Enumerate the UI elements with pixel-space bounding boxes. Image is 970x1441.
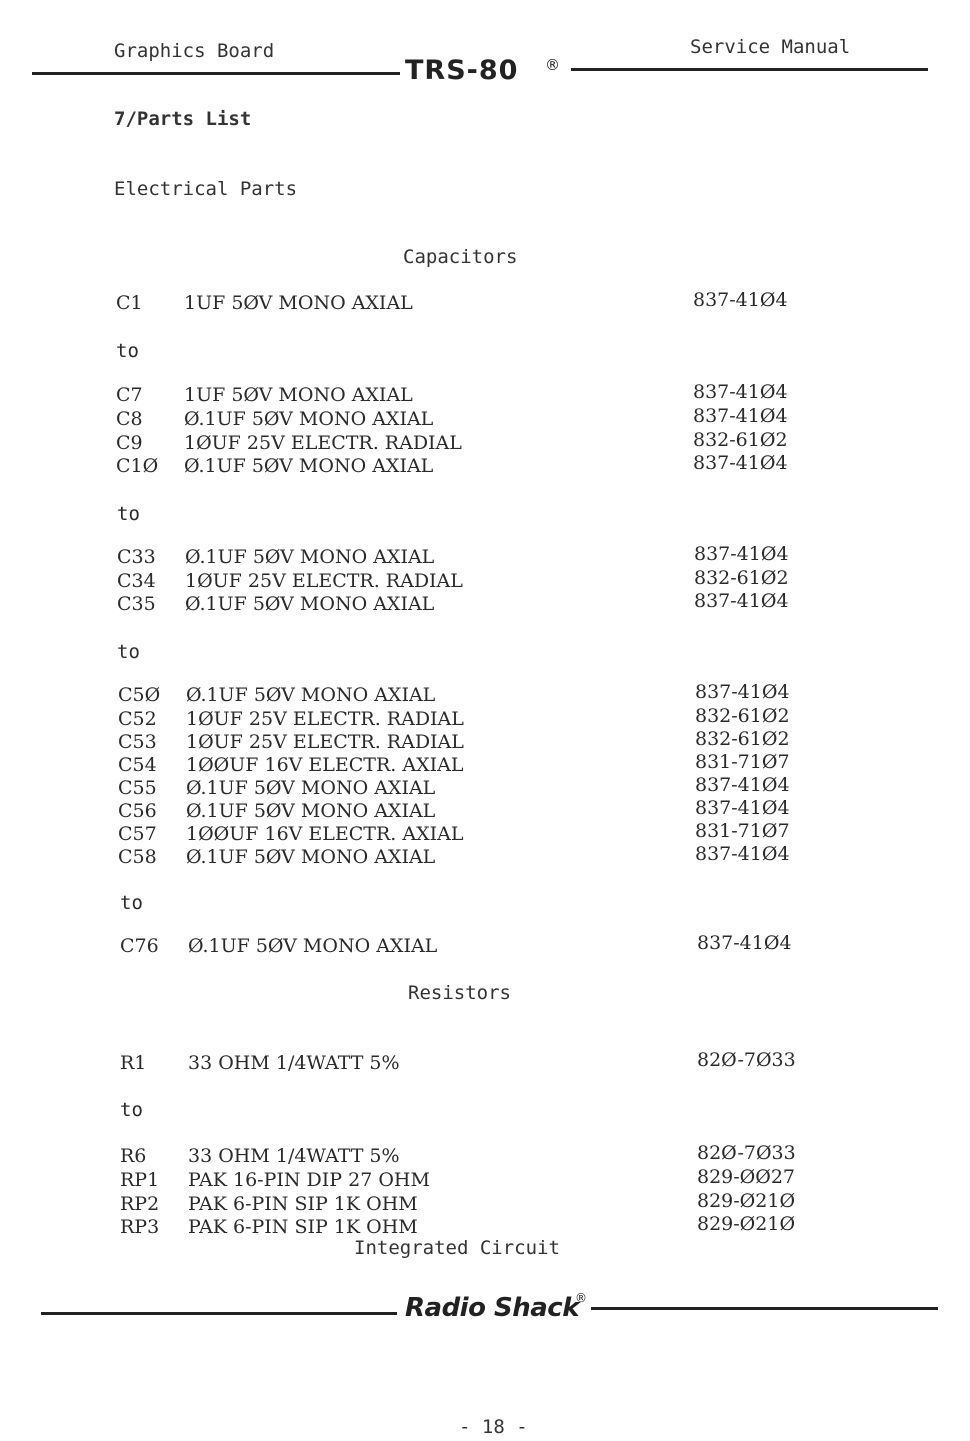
reference-designator: R6 [120, 1145, 147, 1167]
trs80-registered-mark: ® [545, 56, 560, 74]
part-description: 1ØUF 25V ELECTR. RADIAL [186, 708, 464, 730]
range-to-label: to [116, 340, 139, 362]
reference-designator: C55 [118, 777, 157, 799]
header-rule-right [571, 68, 928, 71]
reference-designator: C9 [116, 432, 143, 454]
part-number: 82Ø-7Ø33 [697, 1142, 796, 1164]
reference-designator: C7 [116, 384, 143, 406]
range-to-label: to [117, 503, 140, 525]
reference-designator: C8 [116, 408, 143, 430]
reference-designator: C34 [117, 570, 156, 592]
part-description: Ø.1UF 5ØV MONO AXIAL [185, 593, 435, 615]
part-description: Ø.1UF 5ØV MONO AXIAL [188, 935, 438, 957]
ic-heading: Integrated Circuit [354, 1237, 560, 1259]
part-number: 829-Ø21Ø [697, 1213, 796, 1235]
footer-rule-right [591, 1307, 938, 1310]
part-number: 837-41Ø4 [693, 405, 788, 427]
part-number: 837-41Ø4 [695, 797, 790, 819]
part-description: 1ØUF 25V ELECTR. RADIAL [185, 570, 463, 592]
reference-designator: RP1 [120, 1169, 160, 1191]
header-right: Service Manual [690, 36, 851, 58]
part-description: 1UF 5ØV MONO AXIAL [184, 384, 413, 406]
part-description: Ø.1UF 5ØV MONO AXIAL [186, 684, 436, 706]
range-to-label: to [120, 892, 143, 914]
table-row [0, 289, 970, 316]
part-number: 832-61Ø2 [694, 567, 789, 589]
reference-designator: R1 [120, 1052, 147, 1074]
table-row [0, 1190, 970, 1217]
range-to-label: to [120, 1099, 143, 1121]
capacitors-heading: Capacitors [403, 246, 518, 268]
table-row [0, 567, 970, 594]
header-rule-left [32, 72, 400, 75]
part-description: 1ØØUF 16V ELECTR. AXIAL [186, 823, 464, 845]
part-number: 832-61Ø2 [693, 429, 788, 451]
reference-designator: C53 [118, 731, 157, 753]
table-row [0, 1049, 970, 1076]
part-number: 837-41Ø4 [697, 932, 792, 954]
reference-designator: C52 [118, 708, 157, 730]
reference-designator: C1Ø [116, 455, 159, 477]
range-to-label: to [117, 641, 140, 663]
part-description: PAK 6-PIN SIP 1K OHM [188, 1193, 418, 1215]
reference-designator: C76 [120, 935, 159, 957]
reference-designator: C56 [118, 800, 157, 822]
part-description: Ø.1UF 5ØV MONO AXIAL [186, 800, 436, 822]
subsection-title: Electrical Parts [114, 178, 298, 200]
table-row [0, 705, 970, 732]
part-description: PAK 16-PIN DIP 27 OHM [188, 1169, 430, 1191]
table-row [0, 405, 970, 432]
reference-designator: C35 [117, 593, 156, 615]
part-number: 831-71Ø7 [695, 751, 790, 773]
reference-designator: C58 [118, 846, 157, 868]
part-description: Ø.1UF 5ØV MONO AXIAL [184, 455, 434, 477]
table-row [0, 590, 970, 617]
section-title: 7/Parts List [114, 108, 252, 130]
part-number: 831-71Ø7 [695, 820, 790, 842]
part-number: 837-41Ø4 [694, 590, 789, 612]
table-row [0, 751, 970, 778]
reference-designator: C54 [118, 754, 157, 776]
part-description: 1ØUF 25V ELECTR. RADIAL [184, 432, 462, 454]
part-number: 837-41Ø4 [695, 774, 790, 796]
part-description: Ø.1UF 5ØV MONO AXIAL [186, 777, 436, 799]
table-row [0, 797, 970, 824]
part-number: 837-41Ø4 [694, 543, 789, 565]
table-row [0, 543, 970, 570]
part-number: 837-41Ø4 [695, 681, 790, 703]
part-description: 33 OHM 1/4WATT 5% [188, 1052, 400, 1074]
table-row [0, 728, 970, 755]
table-row [0, 774, 970, 801]
table-row [0, 429, 970, 456]
part-number: 829-ØØ27 [697, 1166, 796, 1188]
part-description: PAK 6-PIN SIP 1K OHM [188, 1216, 418, 1238]
table-row [0, 452, 970, 479]
page-number: - 18 - [459, 1416, 528, 1438]
reference-designator: C33 [117, 546, 156, 568]
part-number: 829-Ø21Ø [697, 1190, 796, 1212]
radioshack-logo: Radio Shack [405, 1293, 579, 1323]
part-description: 1ØUF 25V ELECTR. RADIAL [186, 731, 464, 753]
part-number: 832-61Ø2 [695, 728, 790, 750]
reference-designator: C57 [118, 823, 157, 845]
part-description: 1UF 5ØV MONO AXIAL [184, 292, 413, 314]
reference-designator: RP2 [120, 1193, 160, 1215]
part-number: 82Ø-7Ø33 [697, 1049, 796, 1071]
part-description: Ø.1UF 5ØV MONO AXIAL [185, 546, 435, 568]
table-row [0, 681, 970, 708]
part-description: Ø.1UF 5ØV MONO AXIAL [184, 408, 434, 430]
footer-rule-left [41, 1312, 397, 1315]
table-row [0, 820, 970, 847]
reference-designator: RP3 [120, 1216, 160, 1238]
reference-designator: C1 [116, 292, 143, 314]
part-description: 33 OHM 1/4WATT 5% [188, 1145, 400, 1167]
trs80-logo: TRS-80 [405, 55, 519, 86]
part-number: 837-41Ø4 [693, 289, 788, 311]
table-row [0, 843, 970, 870]
radioshack-registered-mark: ® [575, 1291, 587, 1305]
part-description: Ø.1UF 5ØV MONO AXIAL [186, 846, 436, 868]
part-number: 837-41Ø4 [695, 843, 790, 865]
table-row [0, 1166, 970, 1193]
part-description: 1ØØUF 16V ELECTR. AXIAL [186, 754, 464, 776]
header-left: Graphics Board [114, 40, 275, 62]
part-number: 837-41Ø4 [693, 381, 788, 403]
table-row [0, 381, 970, 408]
table-row [0, 1142, 970, 1169]
resistors-heading: Resistors [408, 982, 511, 1004]
part-number: 837-41Ø4 [693, 452, 788, 474]
table-row [0, 932, 970, 959]
part-number: 832-61Ø2 [695, 705, 790, 727]
reference-designator: C5Ø [118, 684, 161, 706]
